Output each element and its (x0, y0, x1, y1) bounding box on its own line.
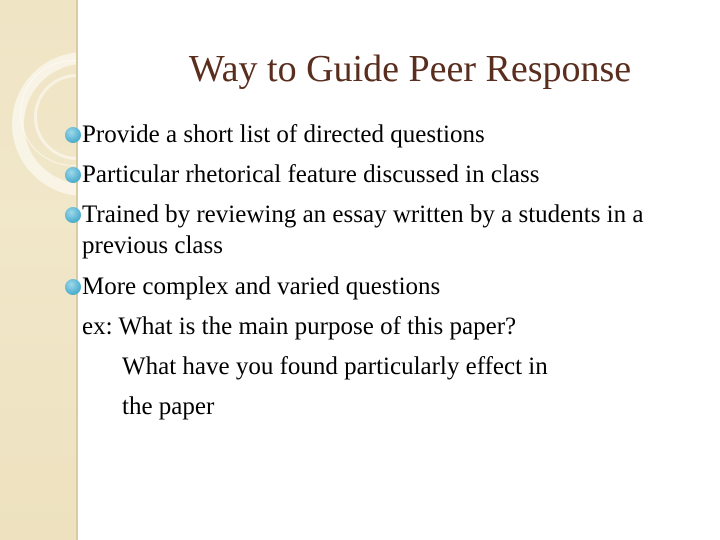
sidebar-divider (76, 0, 78, 540)
bullet-text-4: More complex and varied questions (82, 273, 441, 300)
decorative-sidebar (0, 0, 78, 540)
bullet-text-1: Provide a short list of directed questions (82, 121, 485, 148)
bullet-icon (65, 279, 81, 295)
bullet-icon (65, 167, 81, 183)
bullet-icon (65, 207, 81, 223)
bullet-icon (65, 127, 81, 143)
example-line-3: the paper (122, 393, 215, 420)
bullet-text-2: Particular rhetorical feature discussed in class (82, 161, 540, 188)
bullet-text-3-line-2: previous class (82, 232, 223, 259)
bullet-text-3-line-1: Trained by reviewing an essay written by a students in a (82, 201, 644, 228)
example-line-1: ex: What is the main purpose of this paper? (82, 313, 517, 340)
example-line-2: What have you found particularly effect in (122, 353, 548, 380)
slide-title: Way to Guide Peer Response (188, 48, 632, 90)
